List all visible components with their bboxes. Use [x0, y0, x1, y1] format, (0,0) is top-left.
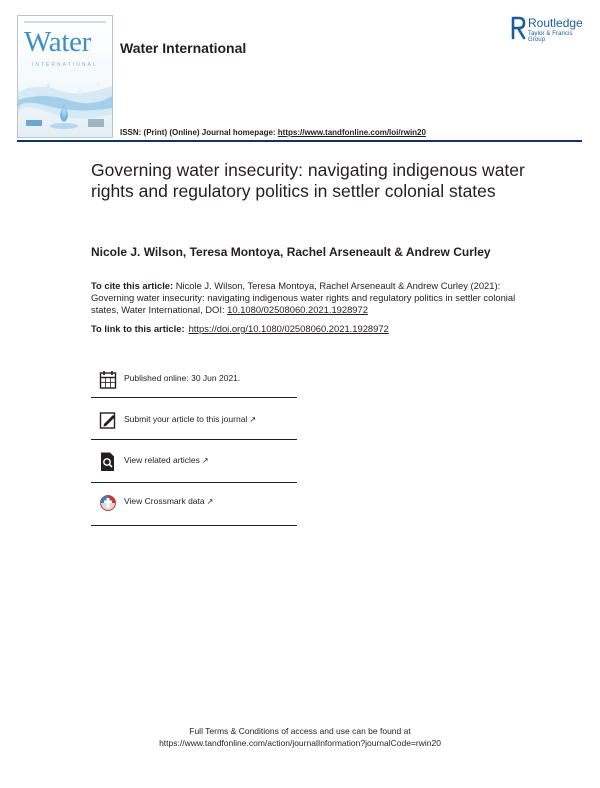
article-doi-url[interactable]: https://doi.org/10.1080/02508060.2021.1928972 — [188, 323, 389, 334]
publisher-name: Routledge — [528, 16, 583, 30]
routledge-r-icon — [511, 16, 526, 40]
article-authors: Nicole J. Wilson, Teresa Montoya, Rachel Arseneault & Andrew Curley — [91, 245, 491, 259]
footer — [0, 725, 600, 749]
crossmark-label: View Crossmark data — [124, 496, 205, 506]
footer-terms-link[interactable]: https://www.tandfonline.com/action/journalInformation?journalCode=rwin20 — [159, 738, 441, 748]
footer-terms-text: Full Terms & Conditions of access and use can be found at — [189, 726, 411, 736]
published-date-row — [91, 369, 297, 391]
related-articles-link[interactable] — [124, 455, 209, 465]
issn-line — [120, 128, 426, 137]
journal-homepage-link[interactable]: https://www.tandfonline.com/loi/rwin20 — [277, 128, 426, 137]
crossmark-row[interactable] — [91, 492, 297, 514]
crossmark-icon — [99, 492, 117, 514]
published-date: Published online: 30 Jun 2021. — [124, 373, 241, 383]
water-splash-icon — [18, 74, 112, 137]
row-divider — [91, 439, 297, 440]
citation-block — [91, 280, 521, 316]
article-link-line — [91, 323, 389, 334]
cover-title: Water — [24, 26, 92, 58]
related-articles-row[interactable] — [91, 451, 297, 473]
cover-logo-right — [88, 119, 104, 127]
cover-logo-left — [26, 120, 42, 126]
edit-document-icon — [99, 410, 117, 432]
cover-subtitle: INTERNATIONAL — [32, 62, 98, 68]
row-divider — [91, 397, 297, 398]
publisher-group: Taylor & Francis Group — [528, 31, 573, 43]
header-divider — [17, 140, 582, 142]
external-link-icon: ↗ — [249, 415, 257, 424]
related-articles-label: View related articles — [124, 455, 200, 465]
journal-name: Water International — [120, 40, 247, 56]
external-link-icon: ↗ — [201, 456, 209, 465]
citation-label: To cite this article: — [91, 280, 174, 291]
journal-cover — [17, 15, 113, 138]
citation-text: Nicole J. Wilson, Teresa Montoya, Rachel Arseneault & Andrew Curley (2021): Governing water insecurity: navigating indigenous water rights and regulatory politics in settler colonial states, Water International, DOI: — [91, 280, 516, 315]
external-link-icon: ↗ — [206, 497, 214, 506]
submit-article-label: Submit your article to this journal — [124, 414, 248, 424]
search-document-icon — [99, 451, 117, 473]
submit-article-row[interactable] — [91, 410, 297, 432]
article-link-label: To link to this article: — [91, 323, 185, 334]
submit-article-link[interactable] — [124, 414, 256, 424]
crossmark-link[interactable] — [124, 496, 213, 506]
article-title: Governing water insecurity: navigating indigenous water rights and regulatory politics in settler colonial states — [91, 160, 525, 201]
row-divider — [91, 525, 297, 526]
issn-label: ISSN: (Print) (Online) Journal homepage: — [120, 128, 276, 137]
calendar-icon — [99, 369, 117, 391]
row-divider — [91, 482, 297, 483]
routledge-logo[interactable] — [511, 16, 591, 42]
citation-doi-link[interactable]: 10.1080/02508060.2021.1928972 — [227, 304, 368, 315]
cover-divider — [24, 21, 106, 23]
